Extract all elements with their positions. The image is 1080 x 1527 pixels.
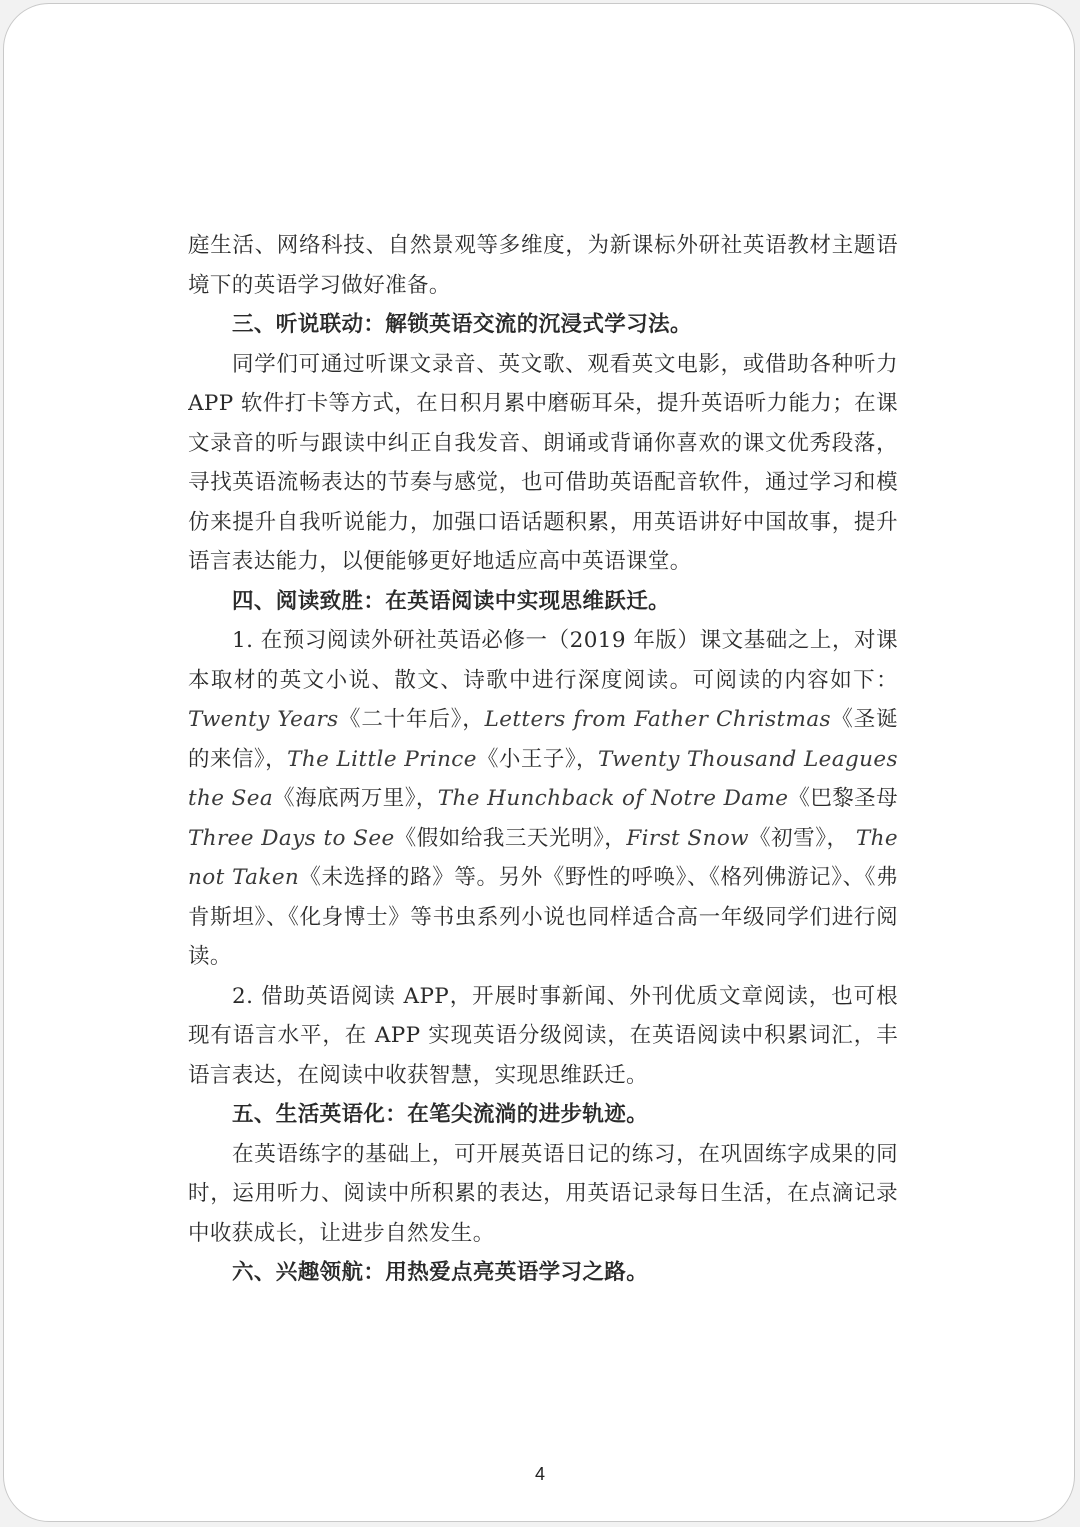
text-line bbox=[188, 858, 898, 898]
text-line bbox=[188, 740, 898, 780]
text-run: 《二十年后》， bbox=[338, 707, 485, 732]
text-run: 同学们可通过听课文录音、英文歌、观看英文电影，或借助各种听力 bbox=[232, 351, 898, 377]
text-run: 肯斯坦》、《化身博士》等书虫系列小说也同样适合高一年级同学们进行阅 bbox=[188, 904, 898, 930]
text-line bbox=[188, 582, 898, 622]
book-title-italic: The bbox=[855, 825, 898, 851]
section-heading bbox=[188, 1095, 898, 1135]
text-line bbox=[188, 700, 898, 740]
text-line bbox=[188, 424, 898, 464]
paragraph bbox=[188, 977, 898, 1096]
text-line bbox=[188, 503, 898, 543]
text-run: 三、听说联动：解锁英语交流的沉浸式学习法。 bbox=[232, 312, 692, 337]
text-line bbox=[188, 977, 898, 1017]
text-line bbox=[188, 1174, 898, 1214]
text-run: 2. 借助英语阅读 APP，开展时事新闻、外刊优质文章阅读，也可根 bbox=[232, 983, 898, 1009]
text-line bbox=[188, 898, 898, 938]
text-run: 《圣诞 bbox=[830, 707, 898, 732]
paragraph bbox=[188, 345, 898, 582]
text-run: 语言表达，在阅读中收获智慧，实现思维跃迁。 bbox=[188, 1062, 648, 1088]
text-line bbox=[188, 305, 898, 345]
page-number: 4 bbox=[534, 1464, 545, 1484]
text-run: 语言表达能力，以便能够更好地适应高中英语课堂。 bbox=[188, 549, 692, 574]
text-run: 现有语言水平，在 APP 实现英语分级阅读，在英语阅读中积累词汇，丰 bbox=[188, 1023, 898, 1048]
section-heading bbox=[188, 1253, 898, 1293]
book-title-italic: First Snow bbox=[626, 825, 749, 851]
text-run: 五、生活英语化：在笔尖流淌的进步轨迹。 bbox=[232, 1102, 649, 1127]
text-run: 寻找英语流畅表达的节奏与感觉，也可借助英语配音软件，通过学习和模 bbox=[188, 470, 898, 495]
text-run: 文录音的听与跟读中纠正自我发音、朗诵或背诵你喜欢的课文优秀段落， bbox=[188, 430, 898, 456]
text-run: 1. 在预习阅读外研社英语必修一（2019 年版）课文基础之上，对课 bbox=[232, 628, 898, 653]
book-title-italic: The Little Prince bbox=[287, 746, 477, 772]
paragraph bbox=[188, 621, 898, 977]
text-run: 仿来提升自我听说能力，加强口语话题积累，用英语讲好中国故事，提升 bbox=[188, 509, 898, 535]
text-run: 《未选择的路》等。另外《野性的呼唤》、《格列佛游记》、《弗 bbox=[299, 865, 898, 890]
paragraph bbox=[188, 226, 898, 305]
text-line bbox=[188, 937, 898, 977]
text-line bbox=[188, 542, 898, 582]
book-title-italic: Three Days to See bbox=[188, 825, 395, 851]
section-heading bbox=[188, 582, 898, 622]
paragraph bbox=[188, 1135, 898, 1254]
text-run: 庭生活、网络科技、自然景观等多维度，为新课标外研社英语教材主题语 bbox=[188, 233, 898, 258]
text-line bbox=[188, 226, 898, 266]
book-title-italic: Twenty Years bbox=[188, 707, 339, 732]
text-line bbox=[188, 1056, 898, 1096]
text-run: 《初雪》， bbox=[748, 825, 856, 851]
text-run: 本取材的英文小说、散文、诗歌中进行深度阅读。可阅读的内容如下： bbox=[188, 667, 898, 693]
text-line bbox=[188, 779, 898, 819]
text-run: 境下的英语学习做好准备。 bbox=[188, 272, 451, 298]
book-title-italic: Twenty Thousand Leagues bbox=[598, 746, 898, 772]
text-line bbox=[188, 1095, 898, 1135]
text-line bbox=[188, 1016, 898, 1056]
book-title-italic: Letters from Father Christmas bbox=[484, 707, 831, 732]
text-run: 六、兴趣领航：用热爱点亮英语学习之路。 bbox=[232, 1260, 649, 1285]
text-run: 《海底两万里》， bbox=[273, 786, 438, 811]
body-text bbox=[188, 226, 898, 1293]
section-heading bbox=[188, 305, 898, 345]
document-page bbox=[3, 3, 1075, 1522]
text-line bbox=[188, 1214, 898, 1254]
text-run: 的来信》， bbox=[188, 746, 288, 772]
text-line bbox=[188, 384, 898, 424]
text-line bbox=[188, 1253, 898, 1293]
text-line bbox=[188, 345, 898, 385]
text-run: 四、阅读致胜：在英语阅读中实现思维跃迁。 bbox=[232, 588, 671, 614]
text-line bbox=[188, 661, 898, 701]
book-title-italic: the Sea bbox=[188, 786, 274, 811]
text-line bbox=[188, 1135, 898, 1175]
text-run: APP 软件打卡等方式，在日积月累中磨砺耳朵，提升英语听力能力；在课 bbox=[188, 391, 898, 416]
text-line bbox=[188, 819, 898, 859]
text-run: 读。 bbox=[188, 944, 232, 969]
text-run: 中收获成长，让进步自然发生。 bbox=[188, 1220, 495, 1246]
text-run: 在英语练字的基础上，可开展英语日记的练习，在巩固练字成果的同 bbox=[232, 1141, 898, 1167]
book-title-italic: not Taken bbox=[188, 865, 300, 890]
text-run: 时，运用听力、阅读中所积累的表达，用英语记录每日生活，在点滴记录 bbox=[188, 1181, 898, 1206]
text-run: 《假如给我三天光明》， bbox=[394, 825, 627, 851]
text-line bbox=[188, 463, 898, 503]
book-title-italic: The Hunchback of Notre Dame bbox=[437, 786, 789, 811]
text-run: 《小王子》， bbox=[476, 746, 599, 772]
text-run: 《巴黎圣母 bbox=[788, 786, 898, 811]
text-line bbox=[188, 621, 898, 661]
text-line bbox=[188, 266, 898, 306]
